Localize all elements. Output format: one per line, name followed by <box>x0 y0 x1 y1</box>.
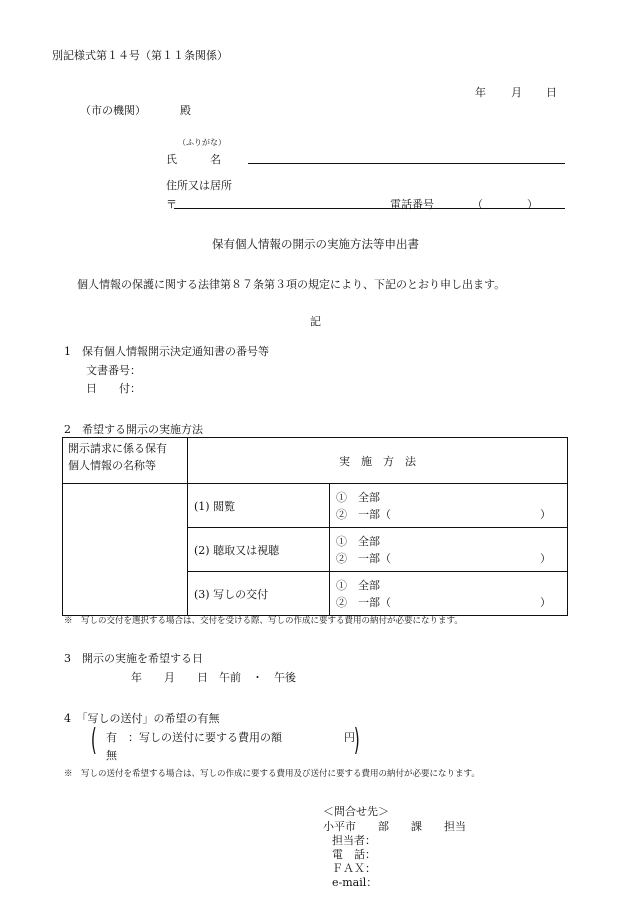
option-cell[interactable] <box>330 572 568 616</box>
option-partial[interactable] <box>330 594 567 611</box>
info-name-header <box>63 438 188 484</box>
intro-text: 個人情報の保護に関する法律第８７条第３項の規定により、下記のとおり申し出ます。 <box>77 278 506 291</box>
date-year: 年 <box>475 86 486 99</box>
option-partial-label: ② 一部（ <box>336 507 391 521</box>
contact-title: ＜問合せ先＞ <box>323 805 389 818</box>
yen-label: 円 <box>344 731 355 744</box>
method-label: (3) 写しの交付 <box>188 572 330 616</box>
date-day: 日 <box>546 86 557 99</box>
option-yes[interactable]: 有 ：写しの送付に要する費用の額 <box>106 731 282 744</box>
option-partial-label: ② 一部（ <box>336 551 391 565</box>
method-label: (1) 閲覧 <box>188 484 330 528</box>
option-no[interactable]: 無 <box>106 749 117 762</box>
addressee-suffix: 殿 <box>180 104 191 117</box>
close-paren: ） <box>540 551 551 565</box>
right-bracket-icon: ) <box>353 723 360 758</box>
option-all[interactable]: ① 全部 <box>336 490 380 504</box>
close-paren: ） <box>540 595 551 609</box>
option-all[interactable]: ① 全部 <box>336 534 380 548</box>
option-partial[interactable] <box>330 550 567 567</box>
date-month: 月 <box>511 86 522 99</box>
preferred-date-line[interactable]: 年 月 日 午前 ・ 午後 <box>131 671 296 684</box>
contact-person: 担当者： <box>332 834 376 847</box>
table-row <box>63 484 568 528</box>
contact-dept: 小平市 部 課 担当 <box>323 820 466 833</box>
postal-mark: 〒 <box>166 198 177 211</box>
section4-heading: 4 「写しの送付」の希望の有無 <box>64 712 220 725</box>
furigana-label: （ふりがな） <box>178 138 226 147</box>
phone-paren: （ ） <box>472 198 538 211</box>
contact-email: e-mail： <box>332 876 378 889</box>
section2-note: ※ 写しの交付を選択する場合は、交付を受ける際、写しの作成に要する費用の納付が必要になります。 <box>64 616 463 626</box>
info-name-cell[interactable] <box>63 484 188 616</box>
section2-heading: 2 希望する開示の実施方法 <box>64 423 203 436</box>
name-field[interactable] <box>248 163 565 164</box>
section1-heading: 1 保有個人情報開示決定通知書の番号等 <box>64 345 269 358</box>
option-cell[interactable] <box>330 484 568 528</box>
document-title: 保有個人情報の開示の実施方法等申出書 <box>212 237 419 251</box>
info-name-header-line2: 個人情報の名称等 <box>68 459 156 472</box>
doc-date-label: 日 付： <box>86 382 141 395</box>
info-name-header-line1: 開示請求に係る保有 <box>68 442 167 455</box>
option-all[interactable]: ① 全部 <box>336 578 380 592</box>
section4-note: ※ 写しの送付を希望する場合は、写しの作成に要する費用及び送付に要する費用の納付が必要になります。 <box>64 769 480 779</box>
option-cell[interactable] <box>330 528 568 572</box>
addressee-org: （市の機関） <box>80 104 146 117</box>
left-bracket-icon: ( <box>90 723 97 758</box>
contact-fax: ＦＡＸ： <box>332 862 376 875</box>
section3-heading: 3 開示の実施を希望する日 <box>64 652 203 665</box>
method-header: 実 施 方 法 <box>188 438 568 484</box>
name-label: 氏 名 <box>166 153 221 166</box>
contact-tel: 電 話： <box>332 848 376 861</box>
option-partial[interactable] <box>330 506 567 523</box>
method-table <box>62 437 568 616</box>
ki-marker: 記 <box>310 315 321 328</box>
doc-number-label: 文書番号： <box>86 364 141 377</box>
form-number: 別記様式第１４号（第１１条関係） <box>52 49 228 62</box>
phone-label: 電話番号 <box>390 198 434 211</box>
option-partial-label: ② 一部（ <box>336 595 391 609</box>
close-paren: ） <box>540 507 551 521</box>
method-label: (2) 聴取又は視聴 <box>188 528 330 572</box>
address-label: 住所又は居所 <box>166 179 232 192</box>
